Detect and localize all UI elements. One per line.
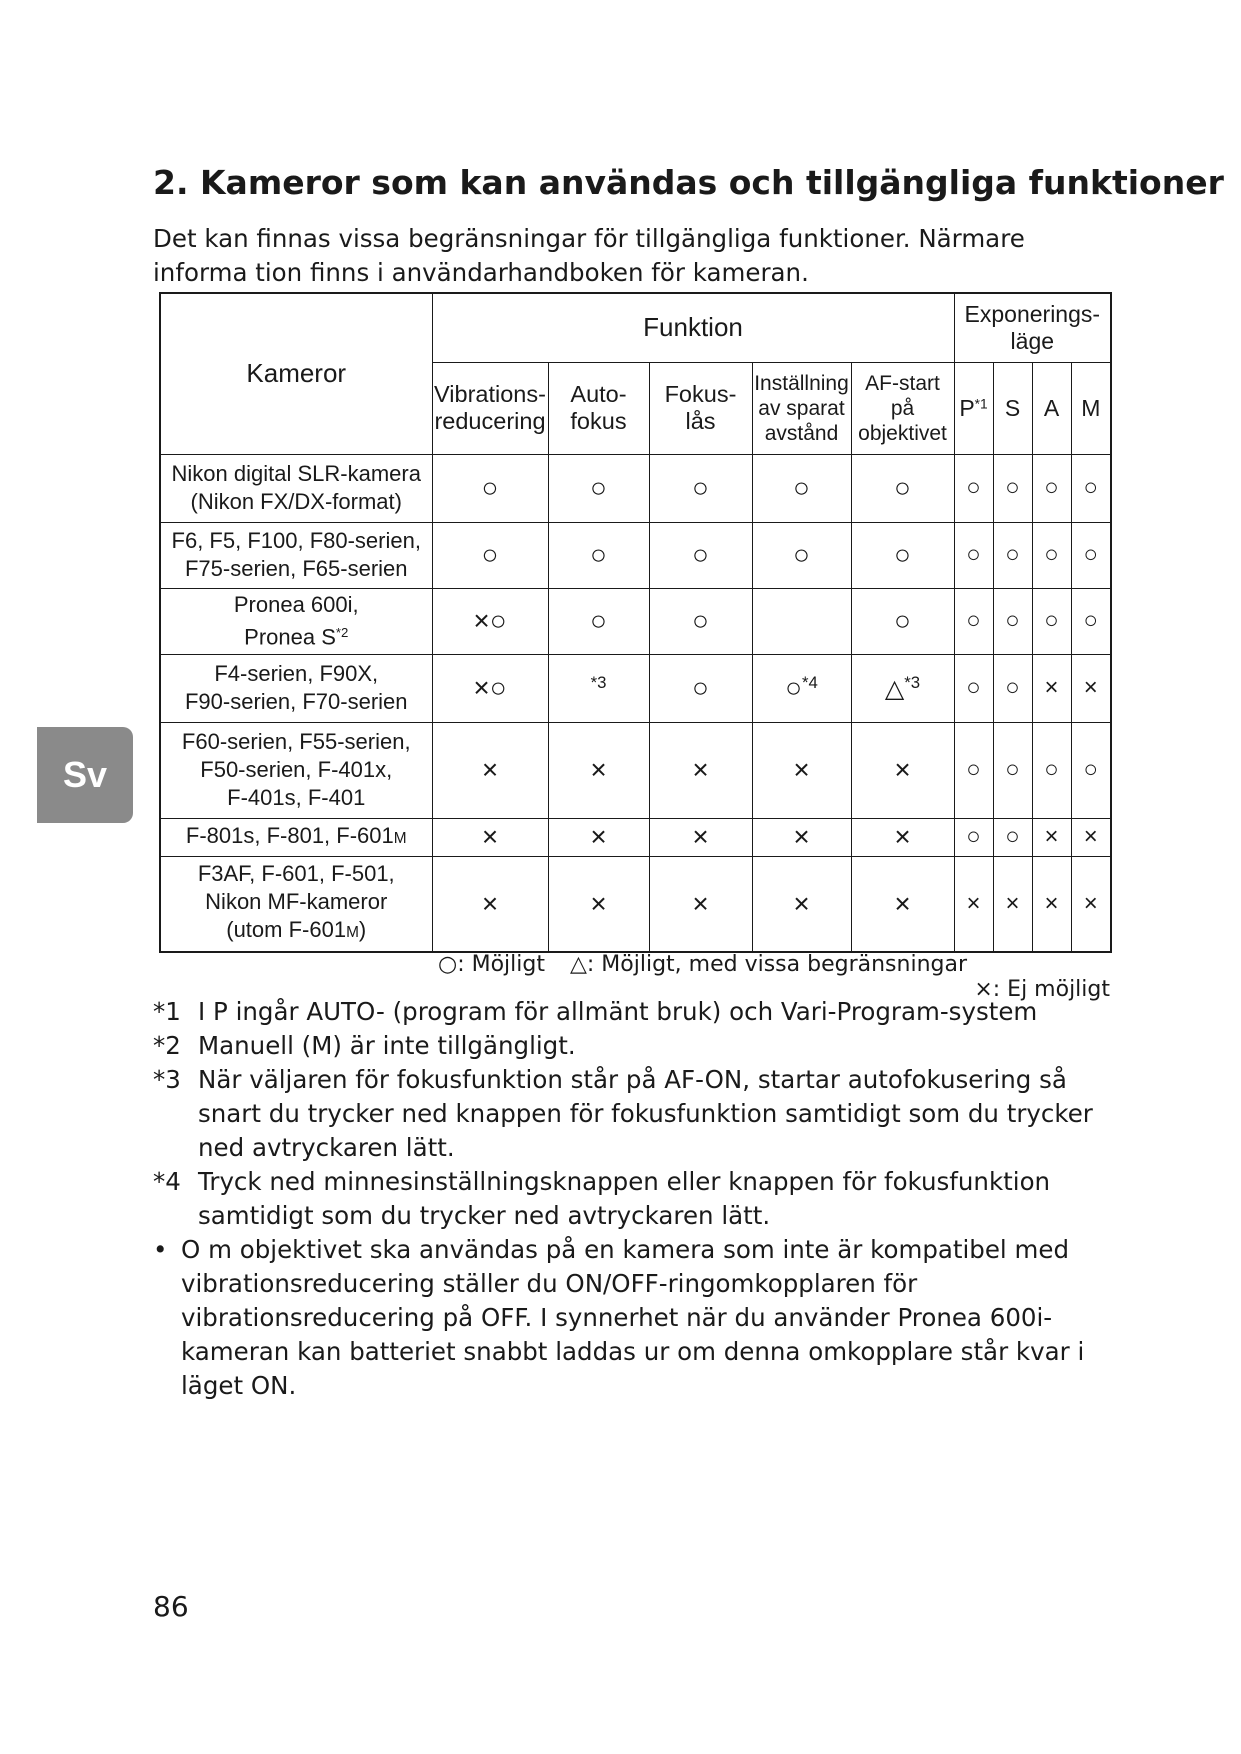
mode-a-cell: × <box>1032 818 1071 856</box>
camera-line: F-801s, F-801, F-601 <box>185 822 394 848</box>
col-saved-distance <box>752 362 851 454</box>
intro-line: Det kan finnas vissa begränsningar för tillgängliga funktioner. Närmare <box>153 224 1025 253</box>
mode-s-cell: ○ <box>993 818 1032 856</box>
col-label-line: AF-start <box>865 371 940 395</box>
camera-cell <box>160 588 432 654</box>
mode-s-cell: ○ <box>993 722 1032 818</box>
distance-cell <box>752 588 851 654</box>
triangle-icon: △ <box>884 675 905 703</box>
footnote-ref: *3 <box>904 672 921 692</box>
mode-a-cell: ○ <box>1032 454 1071 522</box>
table-row <box>160 722 1111 818</box>
camera-line: F3AF, F-601, F-501, <box>197 861 395 887</box>
footnote <box>153 995 1123 1029</box>
col-label-line: avstånd <box>764 421 839 445</box>
page-number: 86 <box>153 1590 189 1623</box>
footnotes <box>153 995 1123 1403</box>
mode-p-cell: ○ <box>954 522 993 588</box>
camera-line: (Nikon FX/DX-format) <box>190 489 402 514</box>
af-start-cell: ○ <box>851 454 954 522</box>
distance-cell: × <box>752 818 851 856</box>
mode-p-cell: ○ <box>954 818 993 856</box>
camera-line: Nikon digital SLR-kamera <box>171 461 421 486</box>
col-mode-a: A <box>1032 362 1071 454</box>
col-vibration-reduction <box>432 362 548 454</box>
col-label-line: reducering <box>434 408 546 434</box>
cameras-header: Kameror <box>160 293 432 454</box>
legend-limited: △: Möjligt, med vissa begränsningar <box>569 952 968 977</box>
mode-p-cell: ○ <box>954 654 993 722</box>
footnote <box>153 1029 1123 1063</box>
mode-s-cell: ○ <box>993 588 1032 654</box>
col-label-line: lås <box>685 408 716 434</box>
focus-lock-cell: × <box>649 856 752 952</box>
focus-lock-cell: × <box>649 722 752 818</box>
col-autofocus <box>548 362 649 454</box>
mode-label: P <box>959 394 975 421</box>
col-mode-p <box>954 362 993 454</box>
mode-m-cell: × <box>1071 856 1111 952</box>
footnote-ref: *1 <box>974 395 988 411</box>
col-label-line: Auto- <box>570 381 627 407</box>
table-row <box>160 454 1111 522</box>
table-row <box>160 588 1111 654</box>
col-focus-lock <box>649 362 752 454</box>
focus-lock-cell: ○ <box>649 654 752 722</box>
vr-cell: ○ <box>432 522 548 588</box>
camera-line: Pronea 600i, <box>233 591 359 617</box>
af-cell: × <box>548 818 649 856</box>
footnote-ref: *3 <box>590 672 607 692</box>
mode-a-cell: × <box>1032 856 1071 952</box>
af-start-cell: ○ <box>851 522 954 588</box>
legend-possible: ○: Möjligt <box>438 952 545 977</box>
mode-p-cell: ○ <box>954 588 993 654</box>
col-label-line: Fokus- <box>664 381 737 407</box>
mode-m-cell: × <box>1071 818 1111 856</box>
footnote-text: Manuell (M) är inte tillgängligt. <box>198 1031 576 1060</box>
table-row <box>160 522 1111 588</box>
footnote-ref: *4 <box>802 672 818 692</box>
col-label-line: objektivet <box>858 421 947 445</box>
footnote <box>153 1165 1123 1233</box>
bullet-text: O m objektivet ska användas på en kamera som inte är kompatibel med vibrationsreducering ställer du ON/OFF-ringomkopplaren för vibrationsreducering på OFF. I synnerhet när du använder Pronea 600i-kameran kan batteriet snabbt laddas ur om denna omkopplare står kvar i läget ON. <box>181 1235 1085 1400</box>
vr-cell: × <box>432 856 548 952</box>
vr-cell: ○ <box>432 454 548 522</box>
vr-cell: × <box>432 818 548 856</box>
camera-line-text: ) <box>358 917 367 943</box>
section-heading: 2. Kameror som kan användas och tillgängliga funktioner <box>153 163 1224 202</box>
mode-m-cell: ○ <box>1071 454 1111 522</box>
camera-line: F6, F5, F100, F80-serien, <box>171 528 421 553</box>
distance-cell: ○ <box>752 454 851 522</box>
col-label-line: Inställning <box>754 371 849 395</box>
col-label-line: av sparat <box>758 396 845 420</box>
camera-line-text: (utom F-601 <box>226 917 347 943</box>
distance-cell: ○ <box>752 522 851 588</box>
camera-cell <box>160 454 432 522</box>
compatibility-table <box>159 292 1112 953</box>
table-row <box>160 654 1111 722</box>
symbol: ○ <box>785 672 803 703</box>
camera-cell <box>160 522 432 588</box>
af-cell: ○ <box>548 588 649 654</box>
footnote <box>153 1063 1123 1165</box>
af-cell <box>548 654 649 722</box>
mode-m-cell: ○ <box>1071 588 1111 654</box>
distance-cell: × <box>752 722 851 818</box>
camera-line: F-401s, F-401 <box>227 785 366 810</box>
camera-line <box>161 916 432 947</box>
af-cell: ○ <box>548 522 649 588</box>
camera-line: F4-serien, F90X, <box>214 661 379 686</box>
intro-paragraph <box>153 222 1053 290</box>
af-cell: × <box>548 856 649 952</box>
model-suffix: M <box>393 829 407 847</box>
mode-p-cell: ○ <box>954 722 993 818</box>
legend-not-possible: ×: Ej möjligt <box>974 977 1110 1002</box>
table-row <box>160 856 1111 952</box>
af-cell: ○ <box>548 454 649 522</box>
af-cell: × <box>548 722 649 818</box>
camera-line: Nikon MF-kameror <box>205 889 388 915</box>
footnote-mark: *3 <box>153 1065 181 1094</box>
exposure-header-line: Exponerings- <box>964 300 1101 327</box>
camera-cell <box>160 722 432 818</box>
camera-line <box>161 619 432 651</box>
bullet-note <box>153 1233 1123 1403</box>
mode-p-cell: ○ <box>954 454 993 522</box>
footnote-mark: *1 <box>153 997 181 1026</box>
camera-cell <box>160 856 432 952</box>
distance-cell <box>752 654 851 722</box>
vr-cell: ×○ <box>432 588 548 654</box>
mode-m-cell: ○ <box>1071 722 1111 818</box>
footnote-mark: *4 <box>153 1167 181 1196</box>
intro-line: informa tion finns i användarhandboken för kameran. <box>153 258 809 287</box>
mode-a-cell: ○ <box>1032 588 1071 654</box>
footnote-text: Tryck ned minnesinställningsknappen eller knappen för fokusfunktion samtidigt som du trycker ned avtryckaren lätt. <box>198 1167 1051 1230</box>
footnote-ref: *2 <box>335 624 349 640</box>
focus-lock-cell: ○ <box>649 454 752 522</box>
col-af-start <box>851 362 954 454</box>
af-start-cell: × <box>851 856 954 952</box>
camera-cell <box>160 654 432 722</box>
mode-p-cell: × <box>954 856 993 952</box>
camera-line: F75-serien, F65-serien <box>184 556 408 581</box>
col-label-line: Vibrations- <box>434 381 546 407</box>
mode-a-cell: ○ <box>1032 722 1071 818</box>
vr-cell: ×○ <box>432 654 548 722</box>
language-tab: Sv <box>37 727 133 823</box>
af-start-cell <box>851 654 954 722</box>
col-label-line: på <box>890 396 915 420</box>
vr-cell: × <box>432 722 548 818</box>
col-mode-m: M <box>1071 362 1111 454</box>
mode-s-cell: ○ <box>993 654 1032 722</box>
table-row <box>160 818 1111 856</box>
camera-line: F90-serien, F70-serien <box>184 689 408 714</box>
col-mode-s: S <box>993 362 1032 454</box>
focus-lock-cell: ○ <box>649 522 752 588</box>
footnote-text: När väljaren för fokusfunktion står på AF-ON, startar autofokusering så snart du trycker ned knappen för fokusfunktion samtidigt som du trycker ned avtryckaren lätt. <box>198 1065 1093 1162</box>
mode-s-cell: ○ <box>993 454 1032 522</box>
mode-s-cell: × <box>993 856 1032 952</box>
mode-a-cell: × <box>1032 654 1071 722</box>
camera-line: F50-serien, F-401x, <box>200 757 393 782</box>
focus-lock-cell: ○ <box>649 588 752 654</box>
camera-line: F60-serien, F55-serien, <box>181 729 411 754</box>
distance-cell: × <box>752 856 851 952</box>
af-start-cell: ○ <box>851 588 954 654</box>
mode-a-cell: ○ <box>1032 522 1071 588</box>
camera-line-text: Pronea S <box>244 624 336 650</box>
function-header: Funktion <box>432 293 954 362</box>
focus-lock-cell: × <box>649 818 752 856</box>
bullet-icon: • <box>153 1235 168 1264</box>
col-label-line: fokus <box>570 408 627 434</box>
mode-s-cell: ○ <box>993 522 1032 588</box>
footnote-text: I P ingår AUTO- (program för allmänt bruk) och Vari-Program-system <box>198 997 1038 1026</box>
camera-cell <box>160 818 432 856</box>
exposure-mode-header <box>954 293 1111 362</box>
af-start-cell: × <box>851 818 954 856</box>
model-suffix: M <box>346 924 359 942</box>
mode-m-cell: × <box>1071 654 1111 722</box>
mode-m-cell: ○ <box>1071 522 1111 588</box>
footnote-mark: *2 <box>153 1031 181 1060</box>
exposure-header-line: läge <box>1010 327 1055 354</box>
af-start-cell: × <box>851 722 954 818</box>
